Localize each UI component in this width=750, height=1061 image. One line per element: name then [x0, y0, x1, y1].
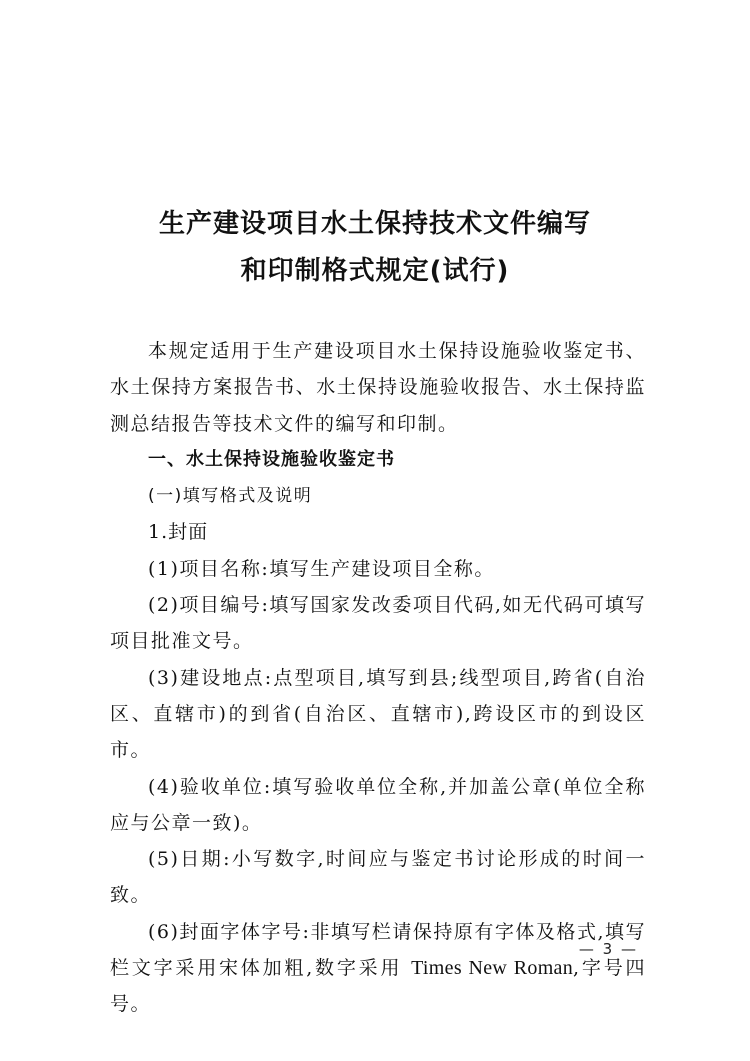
document-title-line-2: 和印制格式规定(试行)	[240, 256, 510, 286]
item-project-name: (1)项目名称:填写生产建设项目全称。	[148, 557, 495, 580]
item-acceptance-unit: (4)验收单位:填写验收单位全称,并加盖公章(单位全称应与公章一致)。	[110, 775, 646, 834]
document-title-line-1: 生产建设项目水土保持技术文件编写	[158, 209, 591, 239]
item-construction-site: (3)建设地点:点型项目,填写到县;线型项目,跨省(自治区、直辖市)的到省(自治区、直辖市),跨设区市的到设区市。	[110, 666, 646, 762]
item-project-number: (2)项目编号:填写国家发改委项目代码,如无代码可填写项目批准文号。	[110, 594, 646, 653]
item-heading-cover: 1.封面	[148, 521, 209, 544]
document-body	[110, 333, 646, 1023]
item-cover-font-text-1: (6)封面字体字号:非填写栏请保持原有字体及格式,填写栏文字采用宋体加粗,数字采用	[110, 920, 646, 980]
item-cover-font-name: Times New Roman	[411, 957, 574, 980]
intro-paragraph: 本规定适用于生产建设项目水土保持设施验收鉴定书、水土保持方案报告书、水土保持设施验收报告、水土保持监测总结报告等技术文件的编写和印制。	[110, 340, 646, 435]
item-cover-font	[110, 914, 646, 1023]
page-number: — 3 —	[578, 940, 638, 958]
item-date: (5)日期:小写数字,时间应与鉴定书讨论形成的时间一致。	[110, 848, 646, 907]
section-heading: 一、水土保持设施验收鉴定书	[148, 448, 395, 470]
subsection-heading: (一)填写格式及说明	[148, 486, 313, 507]
item-cover-font-text-2: ,字号四号。	[110, 957, 646, 1016]
